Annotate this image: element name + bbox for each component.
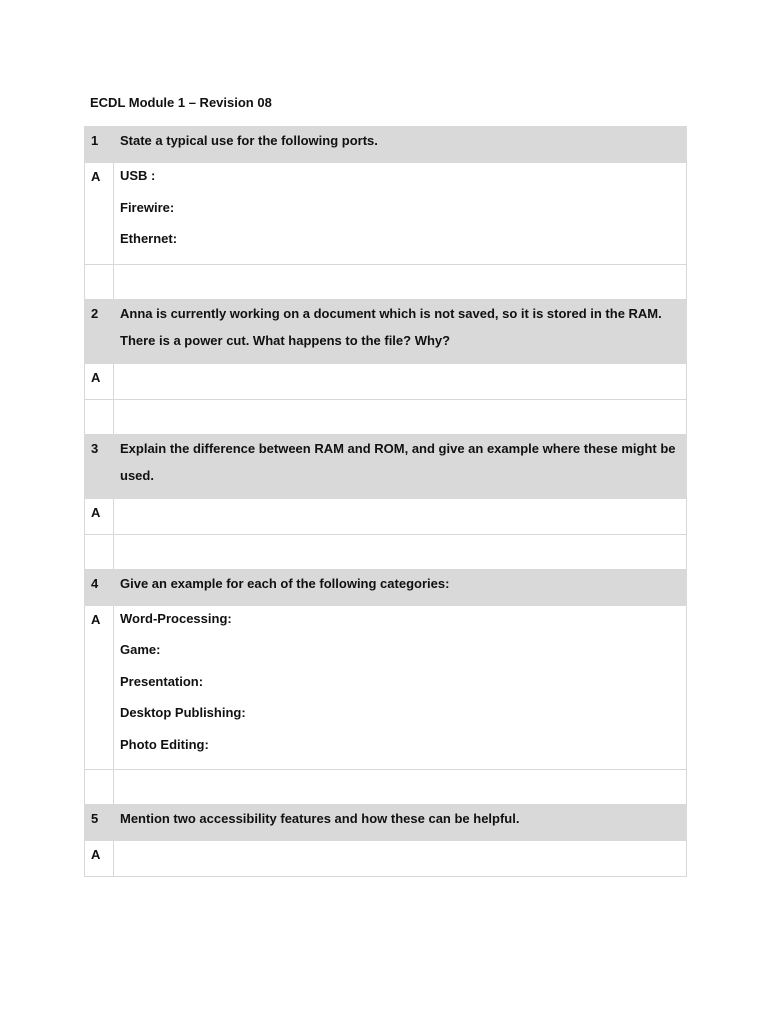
answer-line-usb: USB : (120, 168, 156, 183)
answer-cell[interactable] (114, 605, 687, 770)
spacer-cell (85, 399, 114, 434)
answer-lines (120, 612, 680, 770)
answer-line-ethernet: Ethernet: (120, 231, 178, 246)
answer-row (85, 498, 687, 534)
question-text (114, 569, 687, 605)
answer-marker: A (85, 163, 114, 265)
spacer-row (85, 534, 687, 569)
answer-marker: A (85, 841, 114, 877)
answer-cell[interactable] (114, 498, 687, 534)
answer-marker: A (85, 363, 114, 399)
question-text (114, 127, 687, 163)
spacer-row (85, 399, 687, 434)
answer-line-desktop-publishing: Desktop Publishing: (120, 705, 246, 720)
question-text (114, 805, 687, 841)
spacer-cell (114, 399, 687, 434)
answer-row (85, 363, 687, 399)
answer-line-game: Game: (120, 642, 161, 657)
question-text (114, 434, 687, 498)
answer-marker: A (85, 498, 114, 534)
spacer-cell (85, 770, 114, 805)
question-number: 3 (85, 434, 114, 498)
spacer-row (85, 264, 687, 299)
question-text-content: Give an example for each of the following categories: (120, 575, 450, 591)
answer-line-word-processing: Word-Processing: (120, 610, 232, 626)
spacer-cell (85, 534, 114, 569)
spacer-cell (114, 534, 687, 569)
spacer-cell (85, 264, 114, 299)
question-text-content: Explain the difference between RAM and ROM, and give an example where these might be used. (120, 440, 676, 483)
question-text (114, 299, 687, 363)
spacer-row (85, 770, 687, 805)
answer-line-presentation: Presentation: (120, 673, 204, 689)
question-number: 2 (85, 299, 114, 363)
question-text-content: Mention two accessibility features and how these can be helpful. (120, 811, 520, 826)
answer-marker: A (85, 605, 114, 770)
question-number: 5 (85, 805, 114, 841)
answer-row (85, 605, 687, 770)
question-row (85, 434, 687, 498)
question-text-content: Anna is currently working on a document which is not saved, so it is stored in the RAM. There is a power cut. What happens to the file? Why? (120, 305, 662, 348)
answer-cell[interactable] (114, 363, 687, 399)
answer-cell[interactable] (114, 841, 687, 877)
question-row (85, 569, 687, 605)
spacer-cell (114, 264, 687, 299)
answer-line-firewire: Firewire: (120, 199, 175, 215)
spacer-cell (114, 770, 687, 805)
answer-row (85, 163, 687, 265)
question-row (85, 299, 687, 363)
revision-table (84, 126, 687, 877)
answer-lines (120, 169, 680, 264)
answer-line-photo-editing: Photo Editing: (120, 736, 209, 752)
page-title: ECDL Module 1 – Revision 08 (90, 95, 272, 110)
question-row (85, 805, 687, 841)
answer-row (85, 841, 687, 877)
question-row (85, 127, 687, 163)
question-number: 1 (85, 127, 114, 163)
question-number: 4 (85, 569, 114, 605)
question-text-content: State a typical use for the following ports. (120, 133, 378, 148)
answer-cell[interactable] (114, 163, 687, 265)
